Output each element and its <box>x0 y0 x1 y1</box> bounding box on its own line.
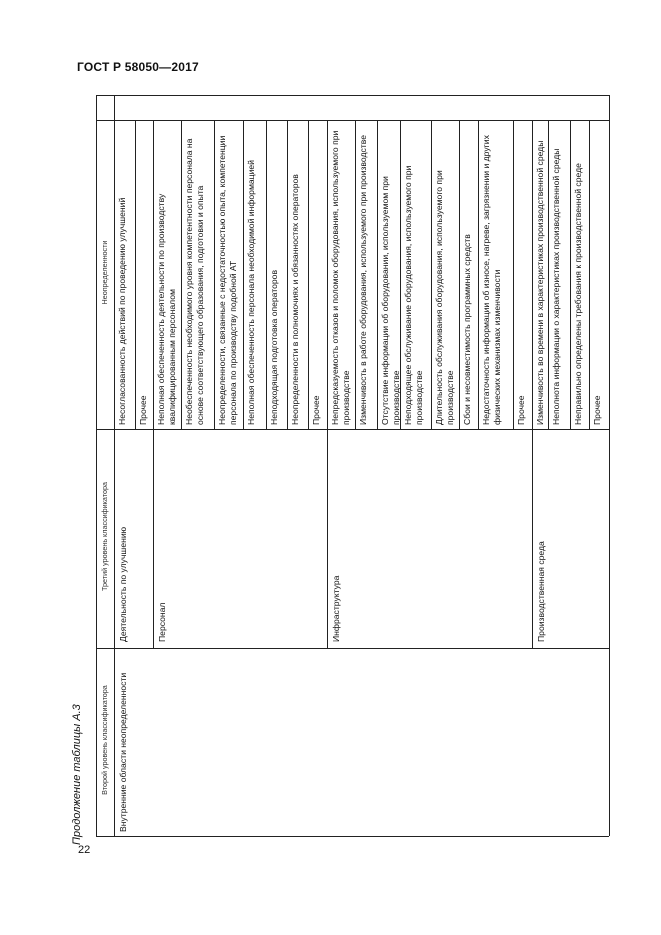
item-line-1 <box>114 120 115 429</box>
uncertainty-item: Непредсказуемость отказов и поломок оборудования, используемого при производстве <box>330 130 351 425</box>
uncertainty-item: Неправильно определены требования к производственной среде <box>573 163 583 425</box>
uncertainty-item: Прочее <box>311 395 321 425</box>
item-line-18 <box>532 120 533 429</box>
item-line-8 <box>287 120 288 429</box>
item-line-6 <box>243 120 244 429</box>
uncertainty-item: Неподходящее обслуживание оборудования, используемого при производстве <box>403 165 424 425</box>
uncertainty-item: Изменчивость во времени в характеристиках производственной среды <box>535 140 545 425</box>
item-line-5 <box>214 120 215 429</box>
group-name-2: Инфраструктура <box>331 575 341 642</box>
uncertainty-item: Неопределенности в полномочиях и обязанностях операторов <box>290 174 300 425</box>
column-separator-2-3 <box>96 648 609 649</box>
uncertainty-item: Недостаточность информации об износе, нагреве, загрязнении и других физических механизмах изменчивости <box>481 135 502 425</box>
item-line-12 <box>377 120 378 429</box>
uncertainty-item: Сбои и несовместимость программных средств <box>462 234 472 425</box>
table-border-right <box>609 95 610 836</box>
item-line-16 <box>478 120 479 429</box>
uncertainty-item: Неполнота информации о характеристиках производственной среды <box>551 148 561 425</box>
table-border-top <box>96 95 609 96</box>
uncertainty-item: Неопределенности, связанные с недостаточностью опыта, компетенции персонала по производству подобной АТ <box>217 135 238 425</box>
item-line-11 <box>355 120 356 429</box>
uncertainty-item: Прочее <box>592 395 602 425</box>
table-border-bottom <box>96 836 609 837</box>
group-name-3: Производственная среда <box>536 541 546 642</box>
second-level-cell: Внутренние области неопределенности <box>118 672 128 832</box>
group-name-0: Деятельность по улучшению <box>118 526 128 642</box>
group-name-1: Персонал <box>157 602 167 642</box>
item-line-14 <box>431 120 432 429</box>
header-body-divider <box>114 95 115 120</box>
uncertainty-item: Несогласованность действий по проведению улучшений <box>117 197 127 425</box>
item-line-21 <box>589 120 590 429</box>
item-line-15 <box>459 120 460 429</box>
header-third-level: Третий уровень классификатора <box>100 482 109 591</box>
page-number: 22 <box>78 844 91 856</box>
item-line-19 <box>548 120 549 429</box>
item-line-2 <box>135 120 136 429</box>
item-line-7 <box>266 120 267 429</box>
item-line-3 <box>153 120 154 429</box>
header-uncertainties: Неопределенности <box>100 240 109 305</box>
uncertainty-item: Неполная обеспеченность персонала необходимой информацией <box>246 160 256 425</box>
header-second-level: Второй уровень классификатора <box>100 685 109 795</box>
item-line-4 <box>181 120 182 429</box>
document-code: ГОСТ Р 58050—2017 <box>77 60 199 74</box>
uncertainty-item: Прочее <box>516 395 526 425</box>
item-line-9 <box>308 120 309 429</box>
uncertainty-item: Неподходящая подготовка операторов <box>269 269 279 425</box>
uncertainty-item: Отсутствие информации об оборудовании, используемом при производстве <box>380 176 401 425</box>
table-caption: Продолжение таблицы А.3 <box>71 704 83 845</box>
item-line-17 <box>513 120 514 429</box>
item-line-10 <box>327 120 328 429</box>
header-col-left <box>96 95 97 836</box>
uncertainty-item: Необеспеченность необходимого уровня компетентности персонала на основе соответствующего образования, подготовки и опыта <box>184 138 205 425</box>
uncertainty-item: Изменчивость в работе оборудования, используемого при производстве <box>358 135 368 425</box>
uncertainty-item: Неполная обеспеченность деятельности по производству квалифицированным персоналом <box>156 193 177 425</box>
uncertainty-item: Длительность обслуживания оборудования, используемого при производстве <box>434 170 455 425</box>
uncertainty-item: Прочее <box>138 395 148 425</box>
item-line-20 <box>570 120 571 429</box>
